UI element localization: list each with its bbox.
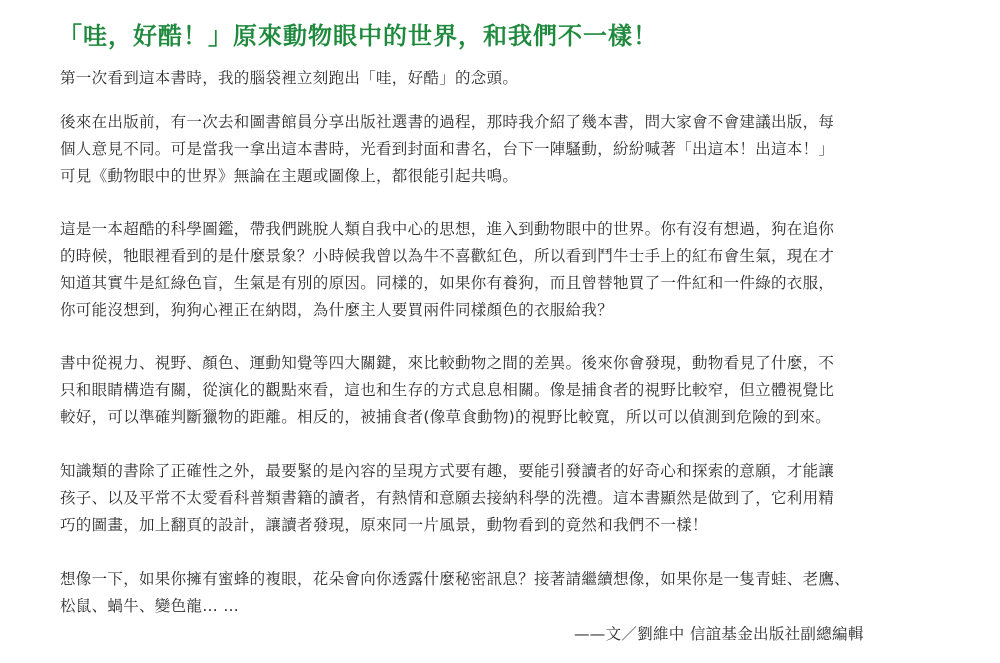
paragraph-3-line-2: 的時候，牠眼裡看到的是什麼景象？小時候我曾以為牛不喜歡紅色，所以看到鬥牛士手上的紅布會生氣，現在才 xyxy=(60,247,835,265)
paragraph-5-line-2: 孩子、以及平常不太愛看科普類書籍的讀者，有熱情和意願去接納科學的洗禮。這本書顯然是做到了，它利用精 xyxy=(60,489,835,507)
paragraph-6-line-1: 想像一下，如果你擁有蜜蜂的複眼，花朵會向你透露什麼秘密訊息？接著請繼續想像，如果你是一隻青蛙、老鷹、 xyxy=(60,570,851,588)
paragraph-6-line-2: 松鼠、蝸牛、變色龍… … xyxy=(60,597,240,615)
paragraph-2-line-1: 後來在出版前，有一次去和圖書館員分享出版社選書的過程，那時我介紹了幾本書，問大家會不會建議出版，每 xyxy=(60,113,835,131)
paragraph-3-line-4: 你可能沒想到，狗狗心裡正在納悶，為什麼主人要買兩件同樣顏色的衣服給我？ xyxy=(60,301,614,319)
paragraph-2-line-2: 個人意見不同。可是當我一拿出這本書時，光看到封面和書名，台下一陣騷動，紛紛喊著「出這本！出這本！」 xyxy=(60,140,835,158)
paragraph-4-line-2: 只和眼睛構造有關，從演化的觀點來看，這也和生存的方式息息相關。像是捕食者的視野比較窄，但立體視覺比 xyxy=(60,381,835,399)
paragraph-5-line-3: 巧的圖畫，加上翻頁的設計，讓讀者發現，原來同一片風景，動物看到的竟然和我們不一樣！ xyxy=(60,516,708,534)
paragraph-2-line-3: 可見《動物眼中的世界》無論在主題或圖像上，都很能引起共鳴。 xyxy=(60,167,519,185)
paragraph-3-line-3: 知道其實牛是紅綠色盲，生氣是有別的原因。同樣的，如果你有養狗，而且曾替牠買了一件紅和一件綠的衣服， xyxy=(60,274,835,292)
paragraph-1-line-1: 第一次看到這本書時，我的腦袋裡立刻跑出「哇，好酷」的念頭。 xyxy=(60,69,519,87)
paragraph-4-line-1: 書中從視力、視野、顏色、運動知覺等四大關鍵，來比較動物之間的差異。後來你會發現，動物看見了什麼，不 xyxy=(60,354,835,372)
paragraph-5-line-1: 知識類的書除了正確性之外，最要緊的是內容的呈現方式要有趣，要能引發讀者的好奇心和探索的意願，才能讓 xyxy=(60,462,835,480)
paragraph-3-line-1: 這是一本超酷的科學圖鑑，帶我們跳脫人類自我中心的思想，進入到動物眼中的世界。你有沒有想過，狗在追你 xyxy=(60,220,835,238)
article-headline: 「哇，好酷！」原來動物眼中的世界，和我們不一樣！ xyxy=(58,21,658,50)
author-signature: ——文／劉維中 信誼基金出版社副總編輯 xyxy=(574,625,864,643)
paragraph-4-line-3: 較好，可以準確判斷獵物的距離。相反的，被捕食者(像草食動物)的視野比較寬，所以可以偵測到危險的到來。 xyxy=(60,408,832,426)
